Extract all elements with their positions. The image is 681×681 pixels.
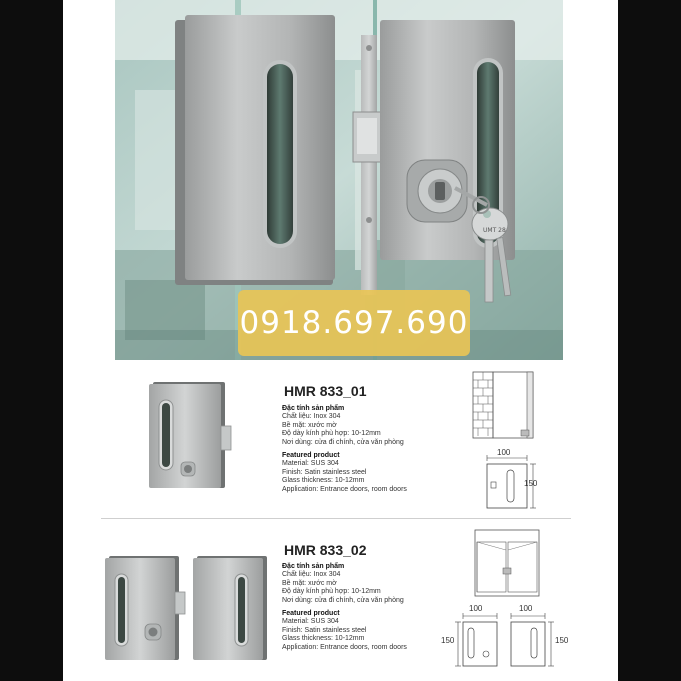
vi-spec-line: Nơi dùng: cửa đi chính, cửa văn phòng [282, 438, 404, 446]
installation-diagram-833-01 [471, 370, 551, 442]
catalog-page [63, 0, 618, 681]
installation-diagram-833-02 [473, 528, 543, 600]
vi-spec-line: Bề mặt: xước mờ [282, 579, 337, 587]
en-spec-line: Glass thickness: 10-12mm [282, 477, 365, 485]
dimension-height-label: 150 [524, 479, 538, 488]
right-dark-border [618, 0, 681, 681]
dimension-height-left-label: 150 [441, 636, 455, 645]
phone-number: 0918.697.690 [239, 305, 469, 341]
phone-number-badge [238, 290, 470, 356]
dimension-width-left-label: 100 [469, 604, 483, 613]
en-spec-heading: Featured product [282, 452, 340, 460]
dimension-width-right-label: 100 [519, 604, 533, 613]
vi-spec-line: Bề mặt: xước mờ [282, 421, 337, 429]
key-engraving: UMT 28 [483, 227, 506, 234]
product-spec-block [282, 405, 472, 494]
vi-spec-line: Độ dày kính phù hợp: 10-12mm [282, 588, 381, 596]
en-spec-line: Material: SUS 304 [282, 618, 339, 626]
vi-spec-line: Độ dày kính phù hợp: 10-12mm [282, 430, 381, 438]
en-spec-line: Application: Entrance doors, room doors [282, 643, 407, 651]
section-divider [101, 518, 571, 519]
hero-photo [115, 0, 563, 360]
en-spec-line: Application: Entrance doors, room doors [282, 485, 407, 493]
product-photo-833-01 [145, 380, 245, 492]
left-dark-border [0, 0, 63, 681]
en-spec-line: Finish: Satin stainless steel [282, 626, 367, 634]
vi-spec-heading: Đặc tính sản phẩm [282, 563, 345, 570]
dimension-width-label: 100 [497, 448, 511, 457]
product-photo-833-02 [103, 552, 273, 664]
vi-spec-line: Nơi dùng: cửa đi chính, cửa văn phòng [282, 596, 404, 604]
product-title: HMR 833_02 [284, 542, 367, 558]
product-title: HMR 833_01 [284, 383, 367, 399]
en-spec-heading: Featured product [282, 610, 340, 618]
en-spec-line: Glass thickness: 10-12mm [282, 635, 365, 643]
vi-spec-heading: Đặc tính sản phẩm [282, 405, 345, 412]
vi-spec-line: Chất liệu: Inox 304 [282, 571, 341, 579]
vi-spec-line: Chất liệu: Inox 304 [282, 413, 341, 421]
dimension-height-right-label: 150 [555, 636, 569, 645]
en-spec-line: Finish: Satin stainless steel [282, 468, 367, 476]
en-spec-line: Material: SUS 304 [282, 460, 339, 468]
